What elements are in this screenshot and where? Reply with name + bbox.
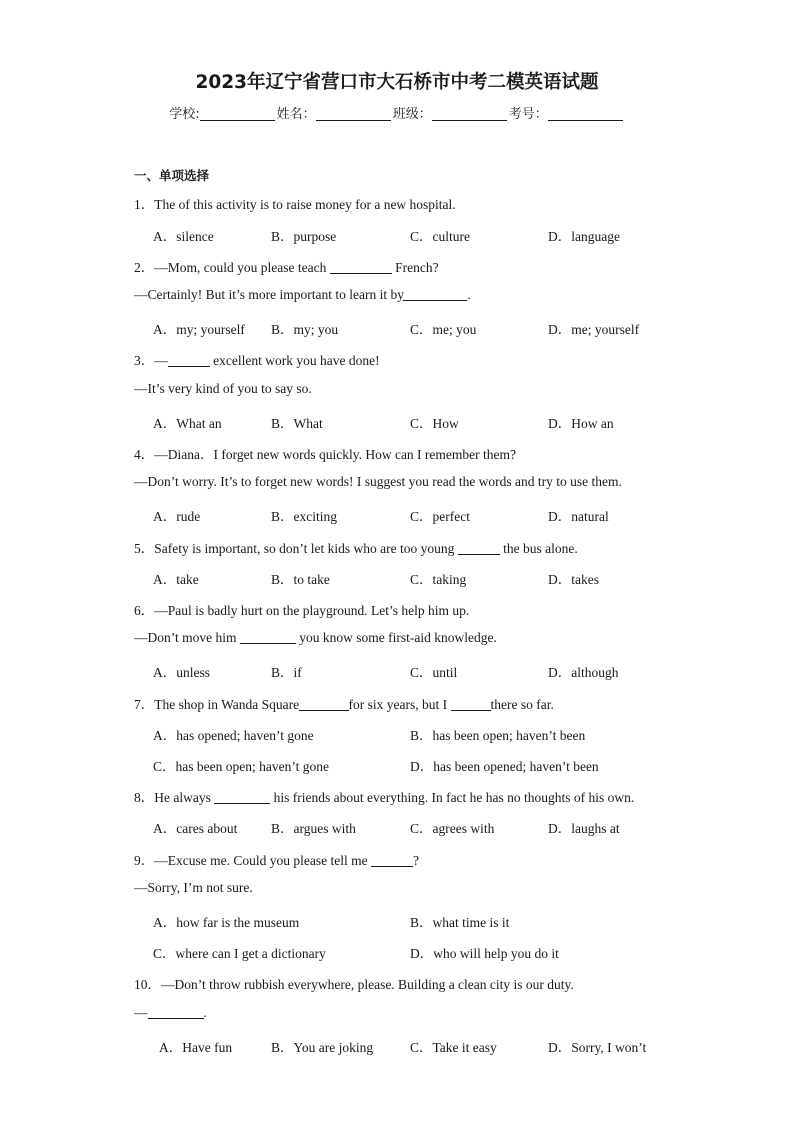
question-6-option-c[interactable]: C．until [410,665,458,680]
question-2-response-part1: —Certainly! But it’s more important to learn it by [134,287,404,302]
question-5-stem-part2: the bus alone. [503,541,578,556]
question-2-response [134,287,471,303]
question-7-stem [134,693,554,713]
question-4-response: —Don’t worry. It’s to forget new words! I suggest you read the words and try to use them. [134,474,622,489]
question-6-response [134,630,497,646]
question-7-option-c[interactable]: C．has been open; haven’t gone [153,759,329,774]
question-2-stem-part1: 2．—Mom, could you please teach [134,260,327,275]
question-9-stem-part2: ? [412,853,419,868]
question-9-response: —Sorry, I’m not sure. [134,880,253,895]
question-1-option-c[interactable]: C．culture [410,229,470,244]
question-6-option-b[interactable]: B．if [271,665,302,680]
question-5-stem-part1: 5．Safety is important, so don’t let kids who are too young [134,541,455,556]
question-8-option-c[interactable]: C．agrees with [410,821,495,836]
question-4-option-c[interactable]: C．perfect [410,509,470,524]
question-4-option-a[interactable]: A．rude [153,509,201,524]
question-2-option-d[interactable]: D．me; yourself [548,322,640,337]
question-3-stem [134,349,380,369]
question-2-blank-1 [330,260,392,274]
question-6-response-part1: —Don’t move him [134,630,237,645]
question-9-option-d[interactable]: D．who will help you do it [410,946,559,961]
question-7-blank-1 [299,697,349,711]
question-2-option-b[interactable]: B．my; you [271,322,339,337]
question-7-option-b[interactable]: B．has been open; haven’t been [410,728,586,743]
question-6-option-a[interactable]: A．unless [153,665,210,680]
question-3-option-d[interactable]: D．How an [548,416,614,431]
question-2-stem-part2: French? [395,260,439,275]
question-3-stem-part1: 3．— [134,353,168,368]
question-3-option-b[interactable]: B．What [271,416,323,431]
question-10-option-d[interactable]: D．Sorry, I won’t [548,1040,647,1055]
question-1-option-d[interactable]: D．language [548,229,620,244]
question-8-option-a[interactable]: A．cares about [153,821,238,836]
question-2-blank-2 [403,287,467,301]
exam-no-blank[interactable] [548,106,623,121]
question-4-option-d[interactable]: D．natural [548,509,609,524]
question-7-option-a[interactable]: A．has opened; haven’t gone [153,728,314,743]
question-9-option-c[interactable]: C．where can I get a dictionary [153,946,326,961]
question-6-option-d[interactable]: D．although [548,665,619,680]
question-8-blank [214,790,270,804]
question-6-response-part2: you know some first-aid knowledge. [299,630,497,645]
question-2-option-c[interactable]: C．me; you [410,322,477,337]
question-1-option-a[interactable]: A．silence [153,229,214,244]
question-10-response-part1: — [134,1005,148,1020]
question-3-option-c[interactable]: C．How [410,416,459,431]
question-9-stem [134,849,419,869]
question-7-option-d[interactable]: D．has been opened; haven’t been [410,759,599,774]
question-8-option-b[interactable]: B．argues with [271,821,356,836]
question-7-blank-2 [451,697,491,711]
question-10-blank [148,1005,204,1019]
question-5-option-c[interactable]: C．taking [410,572,467,587]
question-9-blank [371,853,413,867]
question-5-option-b[interactable]: B．to take [271,572,330,587]
question-3-blank [168,353,210,367]
question-4-stem: 4．—Diana．I forget new words quickly. How can I remember them? [134,447,517,462]
name-blank[interactable] [316,106,391,121]
question-10-response-part2: . [203,1005,207,1020]
question-9-option-a[interactable]: A．how far is the museum [153,915,300,930]
question-7-stem-part3: there so far. [490,697,554,712]
question-10-option-b[interactable]: B．You are joking [271,1040,374,1055]
question-2-option-a[interactable]: A．my; yourself [153,322,245,337]
school-blank[interactable] [200,106,275,121]
question-3-option-a[interactable]: A．What an [153,416,222,431]
question-8-stem [134,786,634,806]
question-2-response-part2: . [467,287,471,302]
question-6-stem: 6．—Paul is badly hurt on the playground. Let’s help him up. [134,603,470,618]
question-10-stem: 10．—Don’t throw rubbish everywhere, please. Building a clean city is our duty. [134,977,574,992]
student-info-line [0,103,794,122]
question-3-stem-part2: excellent work you have done! [213,353,380,368]
school-label: 学校: [169,107,200,122]
question-5-option-d[interactable]: D．takes [548,572,599,587]
exam-no-label: 考号： [508,107,548,122]
question-1-option-b[interactable]: B．purpose [271,229,337,244]
question-10-option-a[interactable]: A．Have fun [159,1040,233,1055]
name-label: 姓名： [276,107,316,122]
question-5-stem [134,537,578,557]
question-10-option-c[interactable]: C．Take it easy [410,1040,497,1055]
question-5-option-a[interactable]: A．take [153,572,199,587]
question-9-stem-part1: 9．—Excuse me. Could you please tell me [134,853,368,868]
question-6-blank [240,630,296,644]
question-7-stem-part2: for six years, but I [348,697,448,712]
question-7-stem-part1: 7．The shop in Wanda Square [134,697,300,712]
question-1-stem: 1．The of this activity is to raise money for a new hospital. [134,197,456,212]
question-8-option-d[interactable]: D．laughs at [548,821,620,836]
question-2-stem [134,256,439,276]
question-5-blank [458,541,500,555]
question-10-response [134,1005,207,1021]
question-9-option-b[interactable]: B．what time is it [410,915,510,930]
class-blank[interactable] [432,106,507,121]
class-label: 班级： [392,107,432,122]
question-8-stem-part2: his friends about everything. In fact he has no thoughts of his own. [273,790,635,805]
question-4-option-b[interactable]: B．exciting [271,509,337,524]
question-8-stem-part1: 8．He always [134,790,211,805]
question-3-response: —It’s very kind of you to say so. [134,381,312,396]
section-heading: 一、单项选择 [134,168,210,183]
page-title: 2023年辽宁省营口市大石桥市中考二模英语试题 [195,72,599,93]
